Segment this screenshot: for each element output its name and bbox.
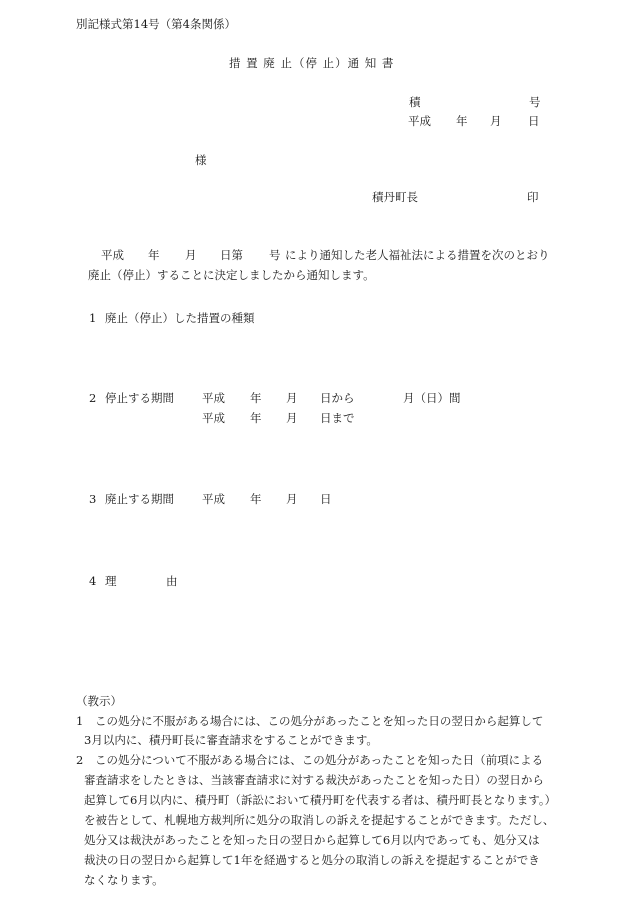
body-number: 号 (269, 248, 281, 262)
notice-item1-line: 3月以内に、積丹町長に審査請求をすることができます。 (84, 733, 378, 747)
notice-item2-line: 処分又は裁決があったことを知った日の翌日から起算して6月以内であっても、処分又は (84, 833, 540, 847)
notice-item2-line: 裁決の日の翌日から起算して1年を経過すると処分の取消しの訴えを提起することができ (84, 853, 540, 867)
document-title: 措 置 廃 止（停 止）通 知 書 (229, 56, 395, 70)
item2-from-year: 年 (250, 391, 262, 405)
item1-number: 1 (89, 311, 97, 325)
item2-to-year: 年 (250, 411, 262, 425)
item2-duration: 月（日）間 (403, 391, 461, 405)
doc-number-prefix: 積 (409, 95, 421, 109)
item4-label-ri: 理 (105, 574, 117, 588)
notice-item2-line: を被告として、札幌地方裁判所に処分の取消しの訴えを提起することができます。ただし、 (84, 813, 555, 827)
item3-day: 日 (320, 492, 332, 506)
item3-label: 廃止する期間 (105, 492, 174, 506)
body-era: 平成 (101, 248, 124, 262)
notice-item2-line: なくなります。 (84, 873, 164, 887)
body-text: により通知した老人福祉法による措置を次のとおり (285, 248, 550, 262)
item1-label: 廃止（停止）した措置の種類 (105, 311, 255, 325)
item4-label-yu: 由 (166, 574, 178, 588)
form-number-label: 別記様式第14号（第4条関係） (76, 17, 236, 31)
body-text-line2: 廃止（停止）することに決定しましたから通知します。 (88, 268, 375, 282)
notice-item2-line: 審査請求をしたときは、当該審査請求に対する裁決があったことを知った日）の翌日から (84, 773, 544, 787)
item3-year: 年 (250, 492, 262, 506)
item2-to-day: 日まで (320, 411, 355, 425)
item3-month: 月 (286, 492, 298, 506)
notice-item2-line: この処分について不服がある場合には、この処分があったことを知った日（前項による (95, 753, 544, 767)
item3-era: 平成 (202, 492, 225, 506)
addressee-honorific: 様 (195, 153, 207, 167)
item2-label: 停止する期間 (105, 391, 174, 405)
item2-from-day: 日から (320, 391, 355, 405)
item2-number: 2 (89, 391, 97, 405)
notice-heading: （教示） (76, 694, 122, 708)
item2-to-month: 月 (286, 411, 298, 425)
body-year: 年 (148, 248, 160, 262)
body-month: 月 (185, 248, 197, 262)
date-month: 月 (490, 114, 502, 128)
item3-number: 3 (89, 492, 97, 506)
date-year: 年 (456, 114, 468, 128)
date-day: 日 (528, 114, 540, 128)
notice-item2-line: 起算して6月以内に、積丹町（訴訟において積丹町を代表する者は、積丹町長となります。） (84, 793, 557, 807)
doc-number-suffix: 号 (529, 95, 541, 109)
body-day: 日第 (220, 248, 243, 262)
item2-from-era: 平成 (202, 391, 225, 405)
date-era: 平成 (408, 114, 431, 128)
appeal-notice (76, 696, 556, 896)
notice-item1-line: この処分に不服がある場合には、この処分があったことを知った日の翌日から起算して (95, 714, 544, 728)
item4-number: 4 (89, 574, 97, 588)
issuer-name: 積丹町長 (372, 190, 418, 204)
notice-item2-number: 2 (76, 753, 84, 767)
seal-mark: 印 (527, 190, 539, 204)
item2-from-month: 月 (286, 391, 298, 405)
item2-to-era: 平成 (202, 411, 225, 425)
notice-item1-number: 1 (76, 714, 84, 728)
